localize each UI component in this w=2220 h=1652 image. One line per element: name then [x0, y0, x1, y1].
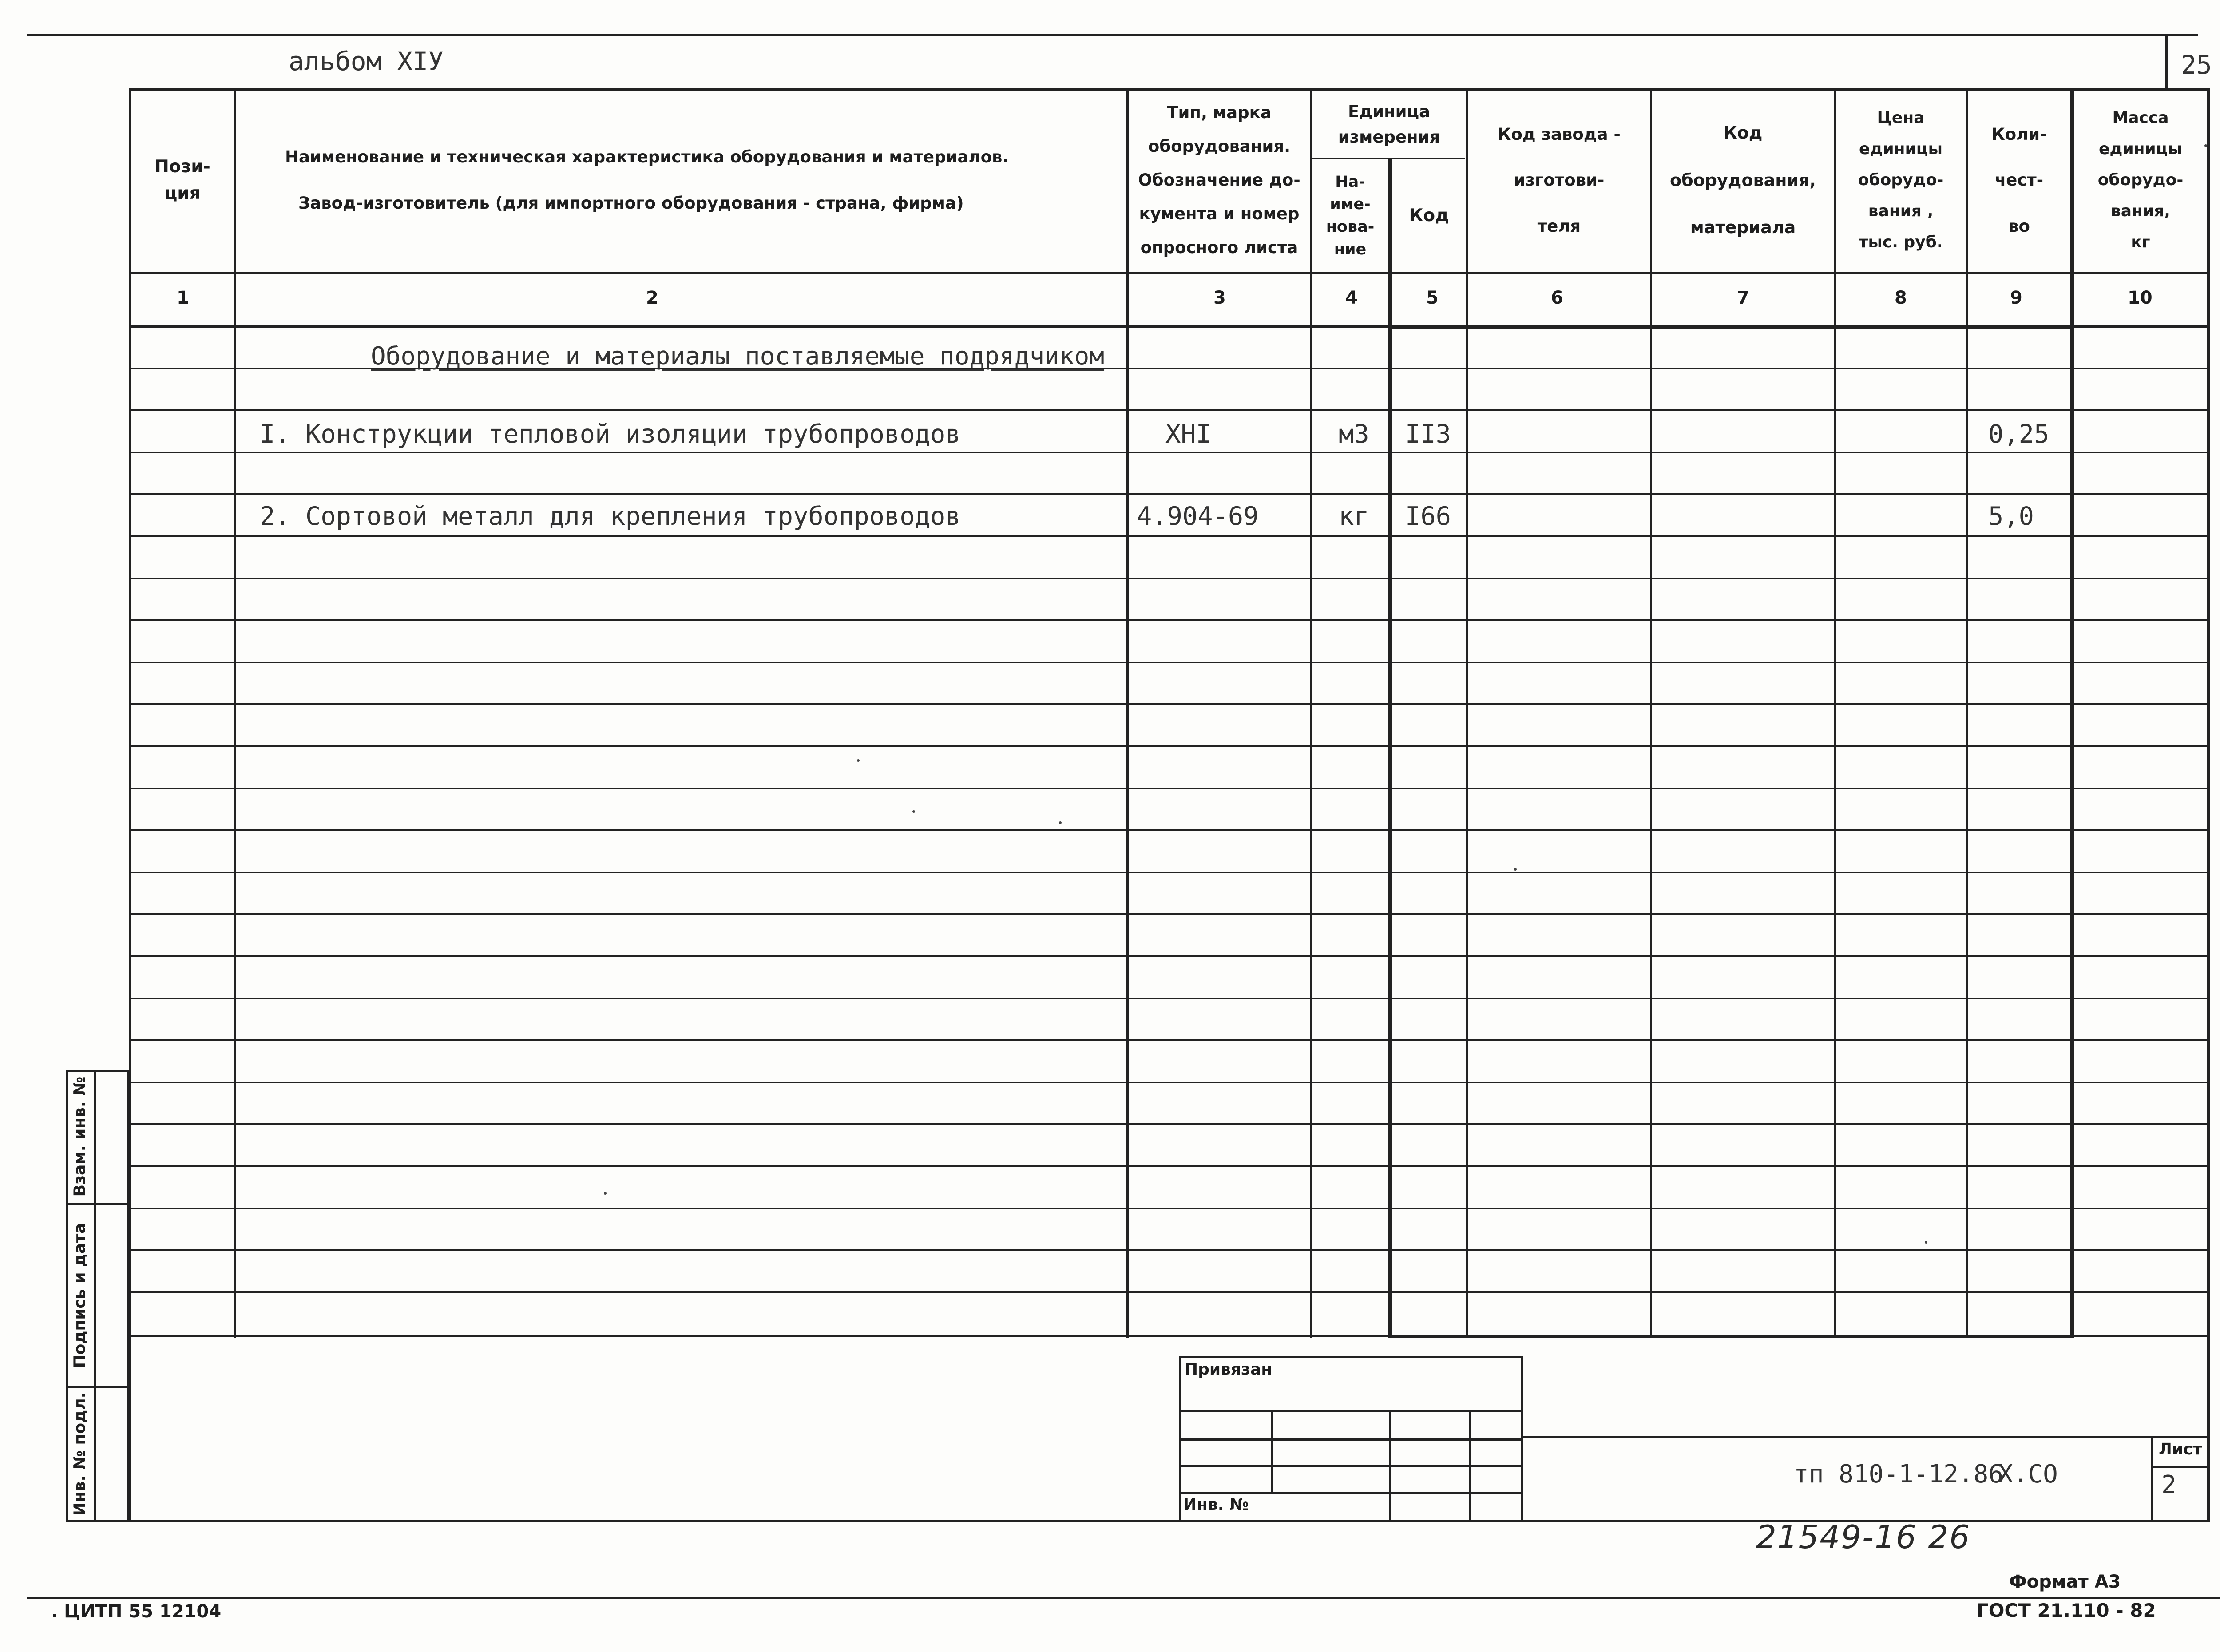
- stamp-vline-2: [1389, 1410, 1391, 1522]
- table-row-line: [129, 1165, 2210, 1167]
- page-number: 25: [2181, 50, 2212, 80]
- top-rule: [27, 34, 2198, 36]
- col-number-6: 6: [1551, 288, 1563, 308]
- header-quantity: Коли- чест- во: [1991, 124, 2047, 236]
- table-row-line: [129, 1249, 2210, 1251]
- header-mass: Масса единицы оборудо- вания, кг: [2097, 108, 2184, 252]
- handwritten-number: 21549-16 26: [1756, 1518, 1971, 1556]
- side-label-vzam-inv: Взам. инв. №: [71, 1076, 89, 1197]
- col-number-5: 5: [1426, 288, 1439, 308]
- row-2-unit: кг: [1339, 502, 1369, 531]
- table-row-line: [129, 535, 2210, 537]
- row-2-qty: 5,0: [1988, 502, 2034, 531]
- format-label: Формат А3: [2009, 1572, 2121, 1592]
- col-divider-2: [1126, 88, 1129, 1338]
- table-row-line: [129, 1123, 2210, 1125]
- sheet-box-rule: [2151, 1466, 2210, 1468]
- row-1-code: II3: [1405, 420, 1451, 449]
- side-label-inv-podl: Инв. № подл.: [71, 1392, 89, 1516]
- table-row-line: [129, 452, 2210, 453]
- col-divider-9: [2070, 88, 2074, 1338]
- table-row-line: [129, 493, 2210, 495]
- table-row-line: [129, 1291, 2210, 1293]
- header-unit: Единица измерения: [1338, 102, 1440, 147]
- col-number-8: 8: [1895, 288, 1907, 308]
- stamp-title-rule: [1523, 1436, 2210, 1438]
- header-position: Пози- ция: [155, 156, 210, 203]
- row-2-type: 4.904-69: [1137, 502, 1259, 531]
- col-divider-8: [1966, 88, 1968, 1338]
- row-1-name: I. Конструкции тепловой изоляции трубопроводов: [260, 420, 961, 449]
- col-divider-6: [1650, 88, 1652, 1338]
- col-number-3: 3: [1213, 288, 1226, 308]
- row-2-name: 2. Сортовой металл для крепления трубопроводов: [260, 502, 961, 531]
- col-divider-1: [234, 88, 236, 1338]
- header-bottom-rule: [129, 272, 2210, 274]
- col-divider-3: [1310, 88, 1312, 1338]
- col-number-1: 1: [177, 288, 189, 308]
- col-number-10: 10: [2128, 288, 2153, 308]
- album-label: альбом XIУ: [289, 46, 444, 76]
- bottom-rule: [27, 1597, 2220, 1599]
- stamp-vline-1: [1271, 1410, 1273, 1492]
- stamp-mark: Х.СО: [1998, 1460, 2058, 1489]
- row-2-code: I66: [1405, 502, 1451, 531]
- table-row-line: [129, 409, 2210, 411]
- header-equipment-code: Код оборудования, материала: [1670, 123, 1816, 238]
- table-row-line: [129, 872, 2210, 873]
- unit-subheader-rule: [1310, 158, 1465, 159]
- table-body-bottom: [129, 1335, 2210, 1337]
- stamp-inv-no: Инв. №: [1183, 1496, 1249, 1514]
- header-price: Цена единицы оборудо- вания , тыс. руб.: [1858, 108, 1944, 252]
- header-unit-name: На- име- нова- ние: [1326, 173, 1375, 258]
- bold-block-top: [1388, 325, 2074, 329]
- stamp-vline-3: [1469, 1410, 1471, 1522]
- col-number-7: 7: [1737, 288, 1749, 308]
- scan-speck: [912, 810, 915, 813]
- scan-speck: [1514, 868, 1517, 871]
- col-number-9: 9: [2010, 288, 2022, 308]
- scan-speck: [857, 759, 860, 762]
- col-number-2: 2: [646, 288, 658, 308]
- table-row-line: [129, 1208, 2210, 1209]
- gost-label: ГОСТ 21.110 - 82: [1977, 1600, 2156, 1621]
- scan-speck: [2204, 144, 2207, 147]
- header-name: Наименование и техническая характеристика оборудования и материалов. Завод-изготовитель (для импортного оборудования - страна, фирма): [285, 147, 1009, 213]
- table-row-line: [129, 662, 2210, 663]
- table-row-line: [129, 1082, 2210, 1083]
- table-row-line: [129, 788, 2210, 789]
- table-row-line: [129, 955, 2210, 957]
- col-divider-4: [1388, 158, 1392, 1338]
- side-strip-rule-1: [66, 1203, 129, 1205]
- stamp-rule-3: [1179, 1465, 1523, 1467]
- header-plant-code: Код завода - изготови- теля: [1498, 124, 1621, 236]
- scan-speck: [1059, 821, 1062, 824]
- row-1-unit: м3: [1339, 420, 1369, 449]
- table-row-line: [129, 745, 2210, 747]
- table-row-line: [129, 913, 2210, 915]
- table-row-line: [129, 578, 2210, 579]
- scan-speck: [1925, 1241, 1927, 1244]
- stamp-rule-2: [1179, 1438, 1523, 1441]
- table-row-line: [129, 998, 2210, 999]
- table-row-line: [129, 1039, 2210, 1041]
- table-row-line: [129, 703, 2210, 705]
- sheet-label: Лист: [2159, 1440, 2202, 1458]
- row-1-type: ХНI: [1166, 420, 1211, 449]
- row-1-qty: 0,25: [1988, 420, 2050, 449]
- stamp-rule-4: [1179, 1492, 1523, 1494]
- citp-label: . ЦИТП 55 12104: [51, 1601, 222, 1622]
- table-row-line: [129, 619, 2210, 621]
- col-divider-7: [1834, 88, 1836, 1338]
- header-type: Тип, марка оборудования. Обозначение до- кумента и номер опросного листа: [1138, 103, 1300, 257]
- sheet-number: 2: [2161, 1470, 2176, 1499]
- table-row-line: [129, 829, 2210, 831]
- stamp-rule-1: [1179, 1410, 1523, 1412]
- stamp-privyazan: Привязан: [1185, 1360, 1273, 1379]
- col-number-4: 4: [1345, 288, 1358, 308]
- side-strip-divider: [94, 1070, 96, 1522]
- col-divider-5: [1466, 88, 1468, 1338]
- side-strip-rule-2: [66, 1386, 129, 1388]
- scan-speck: [604, 1192, 607, 1195]
- stamp-doc-code: тп 810-1-12.86: [1794, 1460, 2004, 1489]
- side-label-signature-date: Подпись и дата: [71, 1223, 89, 1368]
- section-title: Оборудование и материалы поставляемые подрядчиком: [371, 342, 1105, 371]
- header-unit-code: Код: [1409, 205, 1449, 226]
